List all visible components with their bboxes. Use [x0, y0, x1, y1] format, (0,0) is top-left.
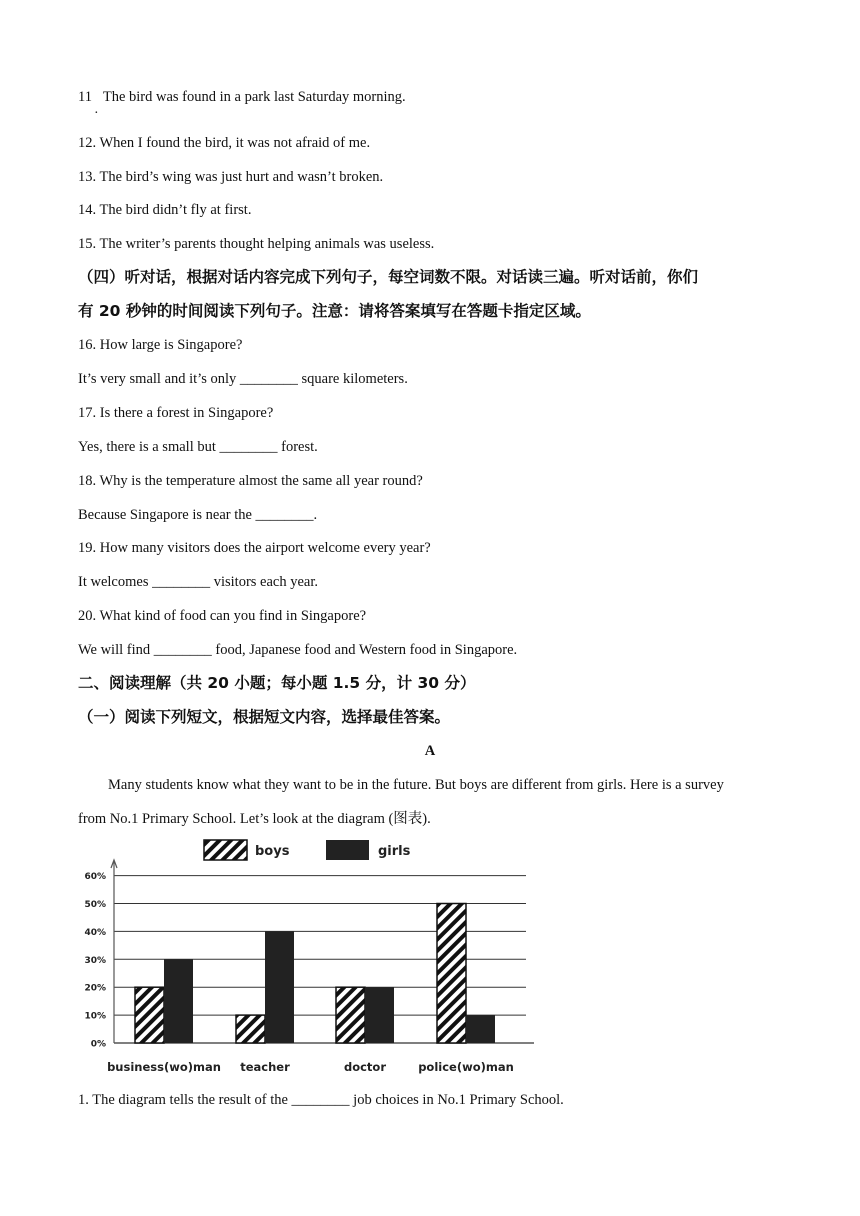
bar-boys — [437, 904, 466, 1044]
x-tick-label: teacher — [240, 1060, 290, 1074]
y-tick-label: 20% — [84, 983, 106, 994]
legend-label-girls: girls — [378, 844, 411, 859]
part-2-heading: 二、阅读理解（共 20 小题；每小题 1.5 分，计 30 分） — [78, 674, 476, 692]
question-17: 17. Is there a forest in Singapore? — [78, 405, 274, 421]
bar-boys — [135, 987, 164, 1043]
bar-girls — [265, 931, 294, 1043]
part-2-subheading: （一）阅读下列短文，根据短文内容，选择最佳答案。 — [78, 708, 451, 726]
bar-boys — [236, 1015, 265, 1043]
y-tick-label: 10% — [84, 1011, 106, 1022]
question-20: 20. What kind of food can you find in Singapore? — [78, 608, 367, 624]
x-tick-label: business(wo)man — [107, 1060, 221, 1074]
bar-girls — [466, 1015, 495, 1043]
question-A1: 1. The diagram tells the result of the ________ job choices in No.1 Primary School. — [78, 1092, 564, 1108]
y-tick-label: 0% — [90, 1039, 106, 1050]
x-tick-label: doctor — [343, 1060, 387, 1074]
x-tick-label: police(wo)man — [418, 1060, 514, 1074]
section-4-instruction-line-2: 有 20 秒钟的时间阅读下列句子。注意：请将答案填写在答题卡指定区域。 — [78, 302, 591, 320]
legend-swatch-girls — [326, 840, 369, 860]
y-tick-label: 60% — [84, 872, 106, 883]
answer-20: We will find ________ food, Japanese food and Western food in Singapore. — [78, 642, 518, 658]
answer-17: Yes, there is a small but ________ forest. — [78, 439, 318, 455]
bar-girls — [365, 987, 394, 1043]
legend-label-boys: boys — [255, 844, 290, 859]
statement-14: 14. The bird didn’t fly at first. — [78, 202, 252, 218]
passage-paragraph-line-1: Many students know what they want to be in the future. But boys are different from girls. Here is a survey — [108, 777, 724, 793]
y-tick-label: 30% — [84, 955, 106, 966]
answer-18: Because Singapore is near the ________. — [78, 507, 318, 523]
bar-girls — [164, 959, 193, 1043]
bar-chart — [78, 832, 548, 1084]
statement-13: 13. The bird’s wing was just hurt and wasn’t broken. — [78, 169, 384, 185]
question-18: 18. Why is the temperature almost the same all year round? — [78, 473, 423, 489]
question-16: 16. How large is Singapore? — [78, 337, 243, 353]
bar-boys — [336, 987, 365, 1043]
statement-11: The bird was found in a park last Saturday morning. — [102, 89, 406, 105]
statement-12: 12. When I found the bird, it was not afraid of me. — [78, 135, 371, 151]
y-tick-label: 50% — [84, 900, 106, 910]
section-4-instruction-line-1: （四）听对话，根据对话内容完成下列句子，每空词数不限。对话读三遍。听对话前，你们 — [78, 268, 699, 286]
question-19: 19. How many visitors does the airport welcome every year? — [78, 540, 431, 556]
passage-paragraph-line-2: from No.1 Primary School. Let’s look at the diagram (图表). — [78, 811, 431, 827]
passage-title: A — [424, 743, 436, 759]
question-number: 11 — [78, 89, 92, 105]
answer-16: It’s very small and it’s only ________ square kilometers. — [78, 371, 408, 387]
answer-19: It welcomes ________ visitors each year. — [78, 574, 318, 590]
statement-15: 15. The writer’s parents thought helping animals was useless. — [78, 236, 435, 252]
y-tick-label: 40% — [84, 927, 106, 938]
legend-swatch-boys — [204, 840, 247, 860]
stray-dot: · — [94, 106, 99, 121]
